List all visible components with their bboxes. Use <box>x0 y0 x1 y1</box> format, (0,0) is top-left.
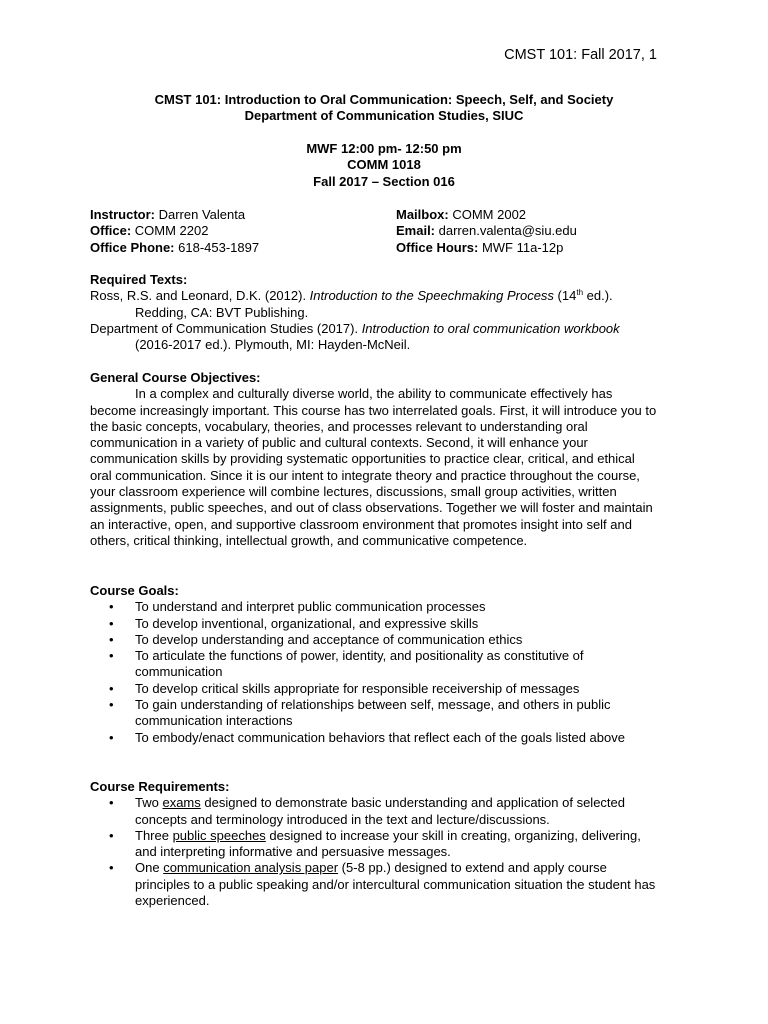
requirement-underlined-term: exams <box>162 795 201 811</box>
email-row <box>396 223 577 239</box>
mailbox-row <box>396 207 577 223</box>
mailbox-label: Mailbox: <box>396 207 449 222</box>
email-label: Email: <box>396 223 436 239</box>
reference-2-authors: Department of Communication Studies (2017). <box>90 320 362 336</box>
class-room: COMM 1018 <box>347 157 421 173</box>
reference-2-title: Introduction to oral communication workbook <box>361 320 620 336</box>
goal-item <box>90 730 660 746</box>
requirement-underlined-term: public speeches <box>172 827 266 843</box>
bullet-icon: • <box>109 631 114 647</box>
office-hours-value: MWF 11a-12p <box>478 239 564 255</box>
email-value: darren.valenta@siu.edu <box>435 223 577 239</box>
running-header: CMST 101: Fall 2017, 1 <box>504 47 657 63</box>
bullet-icon: • <box>109 615 114 631</box>
goal-item <box>90 697 660 730</box>
office-hours-label: Office Hours: <box>396 239 479 255</box>
goals-heading: Course Goals: <box>90 583 179 598</box>
requirement-item <box>90 860 660 909</box>
objectives-section <box>90 370 660 549</box>
instructor-label: Instructor: <box>90 207 155 222</box>
requirement-item <box>90 795 660 828</box>
requirement-item <box>90 828 660 861</box>
bullet-icon: • <box>109 729 114 745</box>
requirement-description: (5-8 pp.) designed to extend and apply course principles to a public speaking and/or intercultural communication situation the student has experienced. <box>135 860 656 909</box>
class-time: MWF 12:00 pm- 12:50 pm <box>306 141 462 156</box>
required-texts-section <box>90 272 660 353</box>
bullet-icon: • <box>109 599 114 615</box>
reference-2 <box>90 321 660 354</box>
goal-item <box>90 616 660 632</box>
instructor-info-right <box>396 207 577 256</box>
bullet-icon: • <box>109 860 114 876</box>
requirement-description: designed to increase your skill in creating, organizing, delivering, and interpreting informative and persuasive messages. <box>135 827 641 860</box>
bullet-icon: • <box>109 827 114 843</box>
requirement-lead: Three <box>135 827 173 843</box>
requirement-underlined-term: communication analysis paper <box>163 860 339 876</box>
schedule-block <box>0 141 768 190</box>
bullet-icon: • <box>109 648 114 664</box>
requirements-heading: Course Requirements: <box>90 779 230 794</box>
goal-text: To articulate the functions of power, identity, and positionality as constitutive of communication <box>135 648 584 680</box>
requirements-list <box>90 795 660 909</box>
goal-text: To develop inventional, organizational, and expressive skills <box>135 615 479 631</box>
goal-text: To develop critical skills appropriate for responsible receivership of messages <box>135 680 580 696</box>
bullet-icon: • <box>109 697 114 713</box>
required-texts-heading: Required Texts: <box>90 272 188 287</box>
class-term: Fall 2017 – Section 016 <box>313 173 455 189</box>
reference-1-authors: Ross, R.S. and Leonard, D.K. (2012). <box>90 288 310 304</box>
goal-item <box>90 681 660 697</box>
instructor-info-left <box>90 207 259 256</box>
requirement-lead: One <box>135 860 164 876</box>
reference-2-publisher: (2016-2017 ed.). Plymouth, MI: Hayden-McNeil. <box>135 337 411 353</box>
office-hours-row <box>396 240 577 256</box>
goal-item <box>90 632 660 648</box>
title-block <box>0 92 768 125</box>
bullet-icon: • <box>109 795 114 811</box>
reference-1-publisher: ed.). Redding, CA: BVT Publishing. <box>135 288 613 320</box>
phone-row <box>90 240 259 256</box>
goals-list <box>90 599 660 746</box>
reference-1-title: Introduction to the Speechmaking Process <box>309 288 554 304</box>
department-name: Department of Communication Studies, SIUC <box>244 108 524 124</box>
office-label: Office: <box>90 223 132 239</box>
office-row <box>90 223 259 239</box>
reference-1-edition: (14 <box>553 288 577 304</box>
requirements-section <box>90 779 660 909</box>
goal-item <box>90 648 660 681</box>
reference-1-superscript: th <box>576 288 584 298</box>
reference-1 <box>90 288 660 321</box>
goals-section <box>90 583 660 746</box>
goal-text: To embody/enact communication behaviors that reflect each of the goals listed above <box>135 729 625 745</box>
phone-label: Office Phone: <box>90 239 175 255</box>
goal-text: To gain understanding of relationships between self, message, and others in public communication interactions <box>135 697 611 729</box>
goal-text: To develop understanding and acceptance of communication ethics <box>135 631 523 647</box>
instructor-row <box>90 207 259 223</box>
goal-item <box>90 599 660 615</box>
mailbox-value: COMM 2002 <box>448 207 527 222</box>
requirement-lead: Two <box>135 795 163 811</box>
bullet-icon: • <box>109 680 114 696</box>
phone-value: 618-453-1897 <box>174 239 260 255</box>
course-title: CMST 101: Introduction to Oral Communication: Speech, Self, and Society <box>154 92 614 107</box>
goal-text: To understand and interpret public communication processes <box>135 599 486 615</box>
office-value: COMM 2202 <box>131 223 209 239</box>
instructor-value: Darren Valenta <box>155 207 246 222</box>
objectives-body: In a complex and culturally diverse world, the ability to communicate effectively has become increasingly important. This course has two interrelated goals. First, it will introduce you to the basic concepts, vocabulary, theories, and processes relevant to understanding oral communication in a variety of public and cultural contexts. Second, it will enhance your communication skills by providing systematic opportunities to practice clear, critical, and ethical oral communication. Since it is our intent to integrate theory and practice throughout the course, your classroom experience will combine lectures, discussions, small group activities, written assignments, public speeches, and out of class observations. Together we will foster and maintain an interactive, open, and supportive classroom environment that promotes insight into self and others, critical thinking, intellectual growth, and communicative competence. <box>90 386 657 548</box>
requirement-description: designed to demonstrate basic understanding and application of selected concepts and terminology introduced in the text and lecture/discussions. <box>135 795 625 827</box>
objectives-heading: General Course Objectives: <box>90 370 261 385</box>
